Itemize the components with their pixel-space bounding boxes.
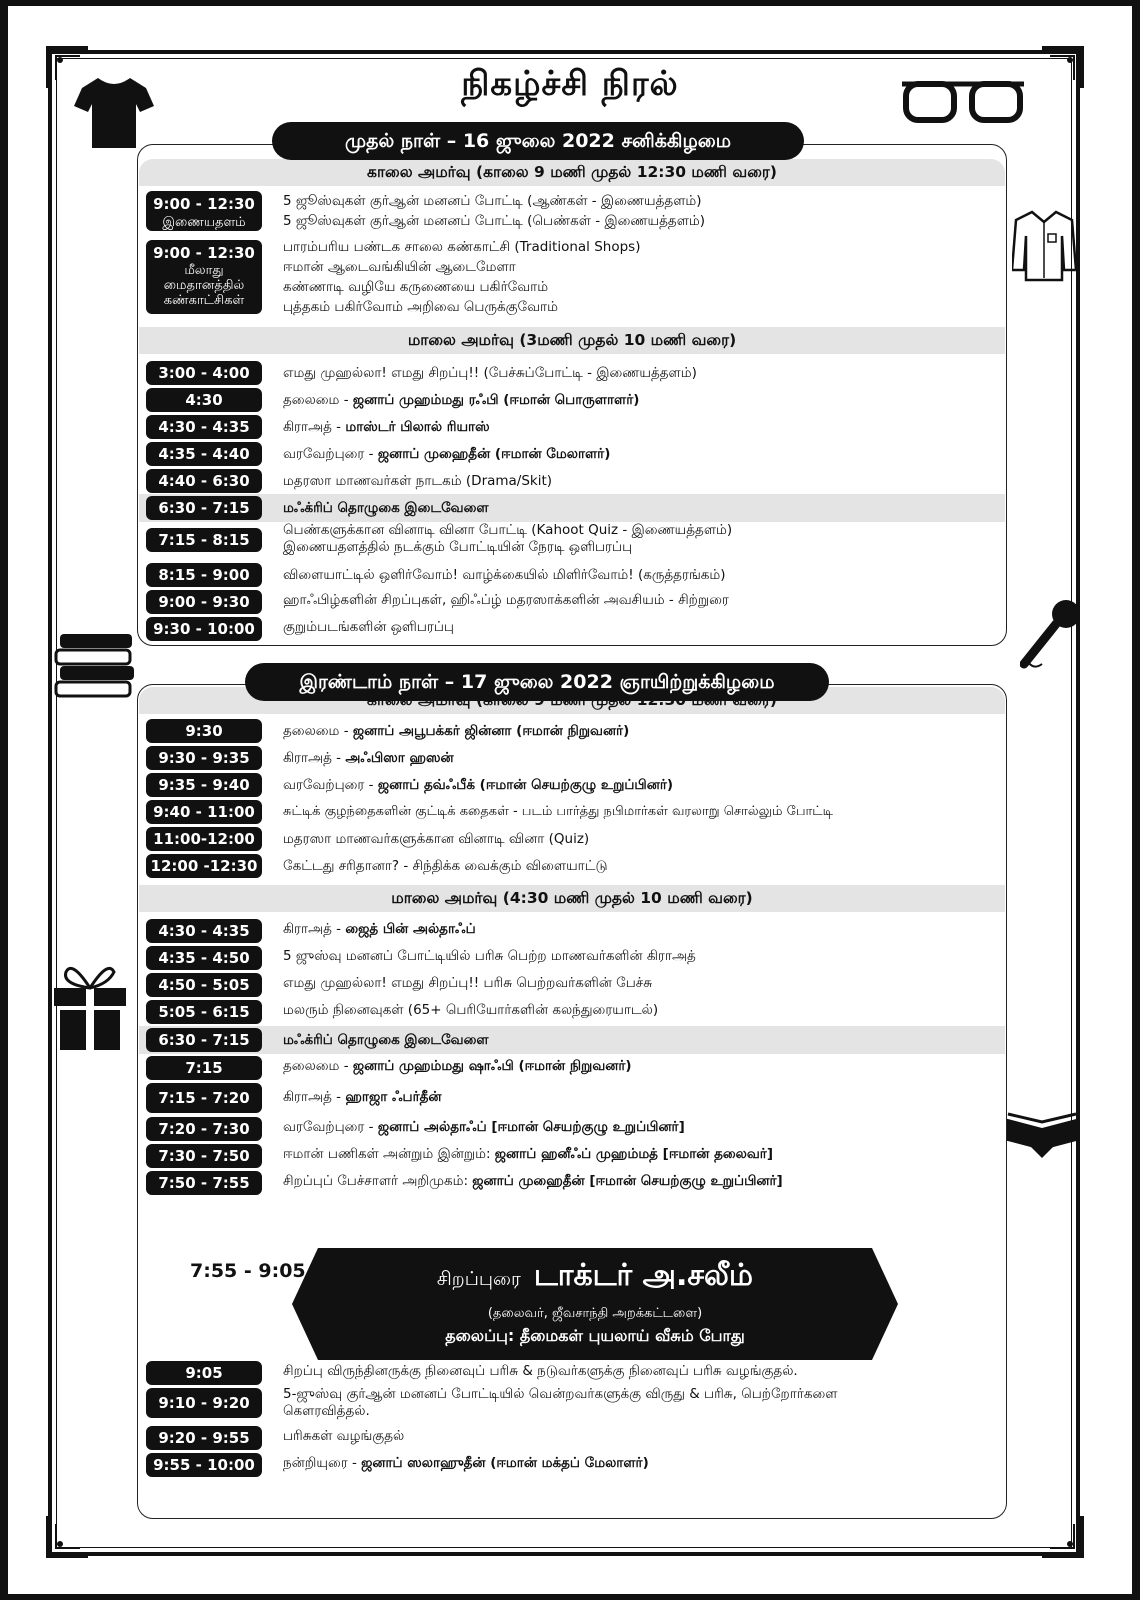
list-item: 4:30 - 4:35 கிராஅத் - மாஸ்டர் பிலால் ரியாஸ் [146,415,1000,441]
keynote-label: சிறப்புரை [436,1268,521,1290]
time-badge: 9:30 - 9:35 [146,746,262,770]
list-item: 9:10 - 9:20 5-ஜுஸ்வு குர்ஆன் மனனப் போட்டியில் வென்றவர்களுக்கு விருது & பரிசு, பெற்றோர்களை கௌரவித்தல். [146,1388,1000,1424]
time-badge: 12:00 -12:30 [146,854,262,878]
time-badge: 11:00-12:00 [146,827,262,851]
time-badge: 6:30 - 7:15 [146,1028,262,1052]
day2-panel [137,684,1007,1519]
time-badge: 7:15 - 8:15 [146,528,262,552]
list-item: 4:35 - 4:40 வரவேற்புரை - ஜனாப் முஹைதீன் (ஈமான் மேலாளர்) [146,442,1000,468]
list-item: 7:50 - 7:55 சிறப்புப் பேச்சாளர் அறிமுகம்: ஜனாப் முஹைதீன் [ஈமான் செயற்குழு உறுப்பினர்] [146,1171,1000,1197]
list-item: 4:40 - 6:30 மதரஸா மாணவர்கள் நாடகம் (Drama/Skit) [146,469,1000,495]
item-line: புத்தகம் பகிர்வோம் அறிவை பெருக்குவோம் [283,299,558,315]
list-item: 4:30 தலைமை - ஜனாப் முஹம்மது ரஃபி (ஈமான் பொருளாளர்) [146,388,1000,414]
time-badge: 9:00 - 9:30 [146,590,262,614]
list-item: 5:05 - 6:15 மலரும் நினைவுகள் (65+ பெரியோர்களின் கலந்துரையாடல்) [146,1000,1000,1026]
list-item: 9:35 - 9:40 வரவேற்புரை - ஜனாப் தவ்ஃபீக் (ஈமான் செயற்குழு உறுப்பினர்) [146,773,1000,799]
time-badge: 7:20 - 7:30 [146,1117,262,1141]
time-badge: 7:15 [146,1056,262,1080]
list-item: 8:15 - 9:00 விளையாட்டில் ஒளிர்வோம்! வாழ்க்கையில் மிளிர்வோம்! (கருத்தரங்கம்) [146,567,1000,593]
list-item: 12:00 -12:30 கேட்டது சரிதானா? - சிந்திக்க வைக்கும் விளையாட்டு [146,854,1000,880]
item-line: பாரம்பரிய பண்டக சாலை கண்காட்சி (Traditional Shops) [283,239,641,255]
list-item [146,191,1000,235]
list-item: 4:35 - 4:50 5 ஜுஸ்வு மனனப் போட்டியில் பரிசு பெற்ற மாணவர்களின் கிராஅத் [146,946,1000,972]
books-icon [54,630,138,700]
page-title: நிகழ்ச்சி நிரல் [461,64,679,104]
time-badge: 9:00 - 12:30 மீலாது மைதானத்தில் கண்காட்சிகள் [146,240,262,314]
time-badge: 9:20 - 9:55 [146,1426,262,1450]
time-badge: 4:40 - 6:30 [146,469,262,493]
list-item: 7:15 தலைமை - ஜனாப் முஹம்மது ஷாஃபி (ஈமான் நிறுவனர்) [146,1056,1000,1082]
list-item: 11:00-12:00 மதரஸா மாணவர்களுக்கான வினாடி வினா (Quiz) [146,827,1000,853]
shirt-icon [1012,210,1076,282]
list-item: 4:50 - 5:05 எமது முஹல்லா! எமது சிறப்பு!! பரிசு பெற்றவர்களின் பேச்சு [146,973,1000,999]
time-badge: 5:05 - 6:15 [146,1000,262,1024]
list-item: 9:40 - 11:00 சுட்டிக் குழந்தைகளின் குட்டிக் கதைகள் - படம் பார்த்து நபிமார்கள் வரலாறு சொல்லும் போட்டி [146,800,1000,826]
time-badge: 4:30 - 4:35 [146,415,262,439]
keynote-banner [292,1248,898,1360]
list-item: 9:55 - 10:00 நன்றியுரை - ஜனாப் ஸலாஹுதீன் (ஈமான் மக்தப் மேலாளர்) [146,1453,1000,1479]
list-item: 7:15 - 8:15 பெண்களுக்கான வினாடி வினா போட்டி (Kahoot Quiz - இணையத்தளம்) இணையதளத்தில் நடக்கும் போட்டியின் நேரடி ஒளிபரப்பு [146,524,1000,564]
time-badge: 4:30 - 4:35 [146,919,262,943]
time-badge: 6:30 - 7:15 [146,496,262,520]
time-badge: 4:35 - 4:40 [146,442,262,466]
break-row: 6:30 - 7:15 மஃக்ரிப் தொழுகை இடைவேளை [139,494,1005,522]
list-item: 4:30 - 4:35 கிராஅத் - ஜைத் பின் அல்தாஃப் [146,919,1000,945]
list-item: 9:30 தலைமை - ஜனாப் அபூபக்கர் ஜின்னா (ஈமான் நிறுவனர்) [146,719,1000,745]
time-badge: 9:30 [146,719,262,743]
corner-ornament-bottom-right [1040,1514,1084,1558]
time-badge: 4:50 - 5:05 [146,973,262,997]
item-line: கண்ணாடி வழியே கருணையை பகிர்வோம் [283,279,549,295]
time-badge: 8:15 - 9:00 [146,563,262,587]
keynote-role: (தலைவர், ஜீவசாந்தி அறக்கட்டளை) [487,1306,703,1321]
time-badge: 9:00 - 12:30 இணையதளம் [146,191,262,231]
time-badge: 7:30 - 7:50 [146,1144,262,1168]
day1-panel [137,144,1007,646]
list-item [146,237,1000,323]
time-badge: 7:15 - 7:20 [146,1083,262,1113]
break-row: 6:30 - 7:15 மஃக்ரிப் தொழுகை இடைவேளை [139,1026,1005,1054]
list-item: 9:30 - 9:35 கிராஅத் - அஃபிஸா ஹஸன் [146,746,1000,772]
day2-evening-session: மாலை அமர்வு (4:30 மணி முதல் 10 மணி வரை) [139,885,1005,912]
item-line: 5 ஜூஸ்வுகள் குர்ஆன் மனனப் போட்டி (பெண்கள் - இணையத்தளம்) [283,213,706,229]
list-item: 9:05 சிறப்பு விருந்தினருக்கு நினைவுப் பரிசு & நடுவர்களுக்கு நினைவுப் பரிசு வழங்குதல். [146,1361,1000,1387]
corner-ornament-bottom-left [46,1514,90,1558]
day1-evening-session: மாலை அமர்வு (3மணி முதல் 10 மணி வரை) [139,327,1005,354]
time-badge: 9:40 - 11:00 [146,800,262,824]
item-line: ஈமான் ஆடைவங்கியின் ஆடைமேளா [283,259,516,275]
time-badge: 9:35 - 9:40 [146,773,262,797]
keynote-time: 7:55 - 9:05 [190,1260,306,1282]
microphone-icon [1020,598,1082,670]
list-item: 9:00 - 9:30 ஹாஃபிழ்களின் சிறப்புகள், ஹிஃப்ழ் மதரஸாக்களின் அவசியம் - சிற்றுரை [146,594,1000,620]
list-item: 9:30 - 10:00 குறும்படங்களின் ஒளிபரப்பு [146,619,1000,645]
time-badge: 4:35 - 4:50 [146,946,262,970]
time-badge: 9:05 [146,1361,262,1385]
list-item: 7:30 - 7:50 ஈமான் பணிகள் அன்றும் இன்றும்: ஜனாப் ஹனீஃப் முஹம்மத் [ஈமான் தலைவர்] [146,1144,1000,1170]
keynote-topic: தலைப்பு: தீமைகள் புயலாய் வீசும் போது [445,1326,745,1345]
list-item: 9:20 - 9:55 பரிசுகள் வழங்குதல் [146,1426,1000,1452]
time-badge: 9:55 - 10:00 [146,1453,262,1477]
day2-heading: இரண்டாம் நாள் – 17 ஜுலை 2022 ஞாயிற்றுக்கிழமை [245,663,829,701]
time-badge: 7:50 - 7:55 [146,1171,262,1195]
gift-icon [52,958,128,1052]
item-line: 5 ஜூஸ்வுகள் குர்ஆன் மனனப் போட்டி (ஆண்கள் - இணையத்தளம்) [283,193,702,209]
quran-icon [1000,1100,1084,1160]
time-badge: 9:10 - 9:20 [146,1388,262,1418]
time-badge: 4:30 [146,388,262,412]
keynote-speaker: டாக்டர் அ.சலீம் [533,1258,754,1293]
list-item: 7:15 - 7:20 கிராஅத் - ஹாஜா ஃபர்தீன் [146,1083,1000,1113]
list-item: 7:20 - 7:30 வரவேற்புரை - ஜனாப் அல்தாஃப் [ஈமான் செயற்குழு உறுப்பினர்] [146,1117,1000,1143]
day1-morning-session: காலை அமர்வு (காலை 9 மணி முதல் 12:30 மணி வரை) [139,159,1005,186]
time-badge: 9:30 - 10:00 [146,617,262,641]
time-badge: 3:00 - 4:00 [146,361,262,385]
list-item: 3:00 - 4:00 எமது முஹல்லா! எமது சிறப்பு!! (பேச்சுப்போட்டி - இணையத்தளம்) [146,361,1000,387]
day1-heading: முதல் நாள் – 16 ஜுலை 2022 சனிக்கிழமை [272,122,804,160]
